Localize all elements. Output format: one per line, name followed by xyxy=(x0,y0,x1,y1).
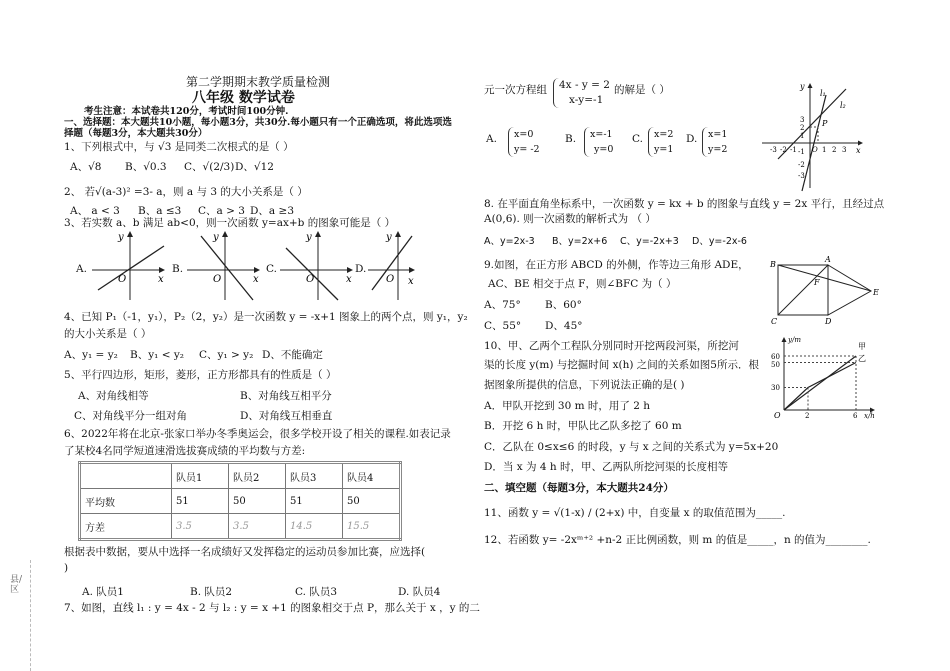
q9-point-a: A xyxy=(825,255,831,264)
table-cell: 50 xyxy=(229,489,286,514)
q5-option-a: A、对角线相等 xyxy=(78,390,149,402)
q6-option-c: C. 队员3 xyxy=(295,586,338,598)
q1-option-b: B、√0.3 xyxy=(125,161,167,173)
q7-graph-xtick: -3 xyxy=(770,146,777,154)
q7-graph-xtick: 3 xyxy=(842,146,847,154)
q4-option-b: B、y₁ < y₂ xyxy=(130,349,184,361)
q6-option-b: B. 队员2 xyxy=(190,586,233,598)
q7-stem-line1: 7、如图，直线 l₁ : y = 4x - 2 与 l₂ : y = x +1 的图象相交于点 P，那么关于 x ，y 的二 xyxy=(64,602,480,614)
q6-option-a: A. 队员1 xyxy=(82,586,124,598)
q5-option-d: D、对角线互相垂直 xyxy=(240,410,333,422)
q4-option-d: D、不能确定 xyxy=(262,349,323,361)
q8-line2: A(0,6). 则一次函数的解析式为 （ ） xyxy=(484,213,656,225)
q7-graph-ytick: -2 xyxy=(798,161,805,169)
q9-point-e: E xyxy=(873,288,879,297)
q7-stem-tail: 的解是（ ） xyxy=(614,84,670,96)
q10-graph-xlabel: x/h xyxy=(864,412,875,420)
table-cell: 方差 xyxy=(80,514,172,540)
q6-stem-line2: 了某校4名同学短道速滑选拔赛成绩的平均数与方差: xyxy=(64,445,306,457)
q7-option-c-label: C. xyxy=(632,133,643,145)
q2-option-b: B、a ≤3 xyxy=(138,205,182,217)
q3-graph-b xyxy=(187,232,259,300)
q9-point-b: B xyxy=(770,260,776,269)
q5-option-c: C、对角线平分一组对角 xyxy=(74,410,188,422)
table-cell: 51 xyxy=(286,489,343,514)
q3-c-y-label: y xyxy=(306,232,312,243)
q7-graph-ytick: 1 xyxy=(800,132,805,140)
table-row xyxy=(80,514,401,540)
exam-title: 第二学期期末教学质量检测 xyxy=(186,75,331,89)
q2-option-d: D、a ≥3 xyxy=(250,205,294,217)
binding-line xyxy=(30,560,31,671)
q7-b-y: y=0 xyxy=(594,144,614,155)
q6-after-line2: ) xyxy=(64,562,69,574)
q10-digging-graph xyxy=(770,334,880,420)
q9-option-b: B、60° xyxy=(545,299,582,311)
table-cell: 平均数 xyxy=(80,489,172,514)
q7-d-y: y=2 xyxy=(708,144,728,155)
q9-point-f: F xyxy=(814,278,820,287)
q7-graph-ytick: 3 xyxy=(800,116,805,124)
q7-a-y: y= -2 xyxy=(514,144,540,155)
q7-graph-ytick: 2 xyxy=(800,124,805,132)
table-row xyxy=(80,489,401,514)
q12-stem: 12、若函数 y= -2xᵐ⁺² +n-2 正比例函数，则 m 的值是_____，n 的值为________. xyxy=(484,534,871,546)
q7-graph-origin: O xyxy=(812,146,818,154)
q7-option-d-label: D. xyxy=(686,133,698,145)
q7-graph-l2: l₂ xyxy=(840,101,846,110)
q10-line3: 据图象所提供的信息，下列说法正确的是( ) xyxy=(484,379,685,391)
q3-d-x-label: x xyxy=(408,276,414,287)
q1-option-a: A、√8 xyxy=(70,161,102,173)
q3-d-y-label: y xyxy=(386,232,392,243)
q7-option-c xyxy=(648,127,673,157)
q9-point-c: C xyxy=(771,317,778,326)
q7-graph-xtick: -2 xyxy=(780,146,787,154)
q6-table-wrap xyxy=(78,461,402,541)
q7-graph-y: y xyxy=(800,82,805,91)
q3-b-origin: O xyxy=(213,274,222,285)
q7-graph-ytick: -3 xyxy=(798,172,805,180)
q7-line-graph xyxy=(756,80,868,192)
q10-line1: 10、甲、乙两个工程队分别同时开挖两段河渠，所挖河 xyxy=(484,340,739,352)
q7-system xyxy=(553,78,610,108)
q8-option-d: D、y=-2x-6 xyxy=(692,236,747,247)
q6-score-table xyxy=(78,461,402,541)
table-cell: 3.5 xyxy=(172,514,229,540)
q3-d-origin: O xyxy=(386,274,395,285)
q10-graph-ytick: 60 xyxy=(771,353,780,361)
table-header-cell: 队员2 xyxy=(229,463,286,489)
q7-stem-line2: 元一次方程组 xyxy=(484,84,547,96)
section1-heading: 一、选择题：本大题共10小题，每小题3分，共30分.每小题只有一个正确选项，将此选项选 xyxy=(64,117,452,128)
q10-graph-ylabel: y/m xyxy=(788,336,801,344)
q9-line2: AC、BE 相交于点 F，则∠BFC 为（ ） xyxy=(488,278,677,290)
q3-graph-c xyxy=(280,232,352,300)
q7-graph-l1: l₁ xyxy=(820,89,826,98)
q7-graph-ytick: -1 xyxy=(798,148,805,156)
q2-option-c: C、a > 3 xyxy=(198,205,245,217)
table-header-cell: 队员1 xyxy=(172,463,229,489)
q7-b-x: x=-1 xyxy=(590,129,613,140)
q7-option-a-label: A. xyxy=(486,133,497,145)
q2-option-a: A、 a < 3 xyxy=(70,205,120,217)
margin-district-label: 县/区 xyxy=(10,575,23,595)
q10-graph-ytick: 50 xyxy=(771,361,780,369)
q7-d-x: x=1 xyxy=(708,129,728,140)
table-cell: 3.5 xyxy=(229,514,286,540)
q7-graph-xtick: -1 xyxy=(790,146,797,154)
table-header-cell xyxy=(80,463,172,489)
q3-option-c: C. xyxy=(266,263,277,275)
q3-a-origin: O xyxy=(118,274,127,285)
q3-option-d: D. xyxy=(355,263,367,275)
q1-option-c: C、√(2/3) xyxy=(184,161,235,173)
q6-stem-line1: 6、2022年将在北京-张家口举办冬季奥运会，很多学校开设了相关的课程.如表记录 xyxy=(64,428,451,440)
q9-option-a: A、75° xyxy=(484,299,521,311)
q7-system-eq1: 4x - y = 2 xyxy=(559,79,610,91)
section2-heading: 二、填空题（每题3分，本大题共24分） xyxy=(484,482,674,494)
q8-option-b: B、y=2x+6 xyxy=(552,236,608,247)
q3-a-x-label: x xyxy=(158,274,164,285)
q3-graphs xyxy=(88,228,418,304)
table-cell: 14.5 xyxy=(286,514,343,540)
q3-b-x-label: x xyxy=(253,274,259,285)
q3-option-b: B. xyxy=(172,263,184,275)
q7-a-x: x=0 xyxy=(514,129,534,140)
section1-subheading: 择题（每题3分，本大题共30分） xyxy=(64,128,208,139)
q9-square-figure xyxy=(766,255,881,327)
table-header-cell: 队员3 xyxy=(286,463,343,489)
q11-stem: 11、函数 y = √(1-x) / (2+x) 中，自变量 x 的取值范围为_____. xyxy=(484,507,786,519)
q7-graph-p: P xyxy=(822,119,828,128)
q10-graph-xtick: 6 xyxy=(853,412,858,420)
q5-stem: 5、平行四边形，矩形，菱形，正方形都具有的性质是（ ） xyxy=(64,369,337,381)
q6-option-d: D. 队员4 xyxy=(398,586,441,598)
q3-graph-a xyxy=(92,232,164,300)
q6-after-line1: 根据表中数据，要从中选择一名成绩好又发挥稳定的运动员参加比赛，应选择( xyxy=(64,546,426,558)
q10-graph-xtick: 2 xyxy=(805,412,810,420)
table-cell: 50 xyxy=(343,489,401,514)
q2-stem: 2、 若√(a-3)² =3- a，则 a 与 3 的大小关系是（ ） xyxy=(64,186,308,198)
q10-graph-origin: O xyxy=(774,411,781,420)
q7-c-y: y=1 xyxy=(654,144,674,155)
q7-option-b xyxy=(584,127,613,157)
exam-notice: 考生注意：本试卷共120分，考试时间100分钟. xyxy=(84,106,289,117)
q9-point-d: D xyxy=(825,317,832,326)
q7-c-x: x=2 xyxy=(654,129,674,140)
q1-stem: 1、下列根式中，与 √3 是同类二次根式的是（ ） xyxy=(64,141,294,153)
q10-option-d: D．当 x 为 4 h 时，甲、乙两队所挖河渠的长度相等 xyxy=(484,461,728,473)
q4-stem-line1: 4、已知 P₁（-1，y₁），P₂（2，y₂）是一次函数 y = -x+1 图象上的两个点，则 y₁，y₂ xyxy=(64,311,468,323)
table-cell: 15.5 xyxy=(343,514,401,540)
q3-graph-d xyxy=(368,232,414,300)
q3-option-a: A. xyxy=(76,263,87,275)
q8-option-c: C、y=-2x+3 xyxy=(620,236,679,247)
q3-c-x-label: x xyxy=(346,274,352,285)
q9-option-d: D、45° xyxy=(545,320,583,332)
table-header-row xyxy=(80,463,401,489)
q8-line1: 8. 在平面直角坐标系中，一次函数 y = kx + b 的图象与直线 y = 2x 平行，且经过点 xyxy=(484,198,885,210)
q3-c-origin: O xyxy=(306,274,315,285)
q7-graph-x: x xyxy=(856,146,861,155)
q7-option-b-label: B. xyxy=(565,133,577,145)
q7-option-d xyxy=(702,127,727,157)
q4-option-a: A、y₁ = y₂ xyxy=(64,349,118,361)
q4-option-c: C、y₁ > y₂ xyxy=(199,349,254,361)
q8-option-a: A、y=2x-3 xyxy=(484,236,535,247)
q10-graph-yi: 乙 xyxy=(858,354,866,363)
q1-option-d: D、√12 xyxy=(235,161,274,173)
table-header-cell: 队员4 xyxy=(343,463,401,489)
q3-b-y-label: y xyxy=(213,232,219,243)
q7-graph-xtick: 1 xyxy=(822,146,827,154)
q3-stem: 3、若实数 a、b 满足 ab<0，则一次函数 y=ax+b 的图象可能是（ ） xyxy=(64,217,396,229)
q7-system-eq2: x-y=-1 xyxy=(569,94,604,106)
q10-option-c: C．乙队在 0≤x≤6 的时段，y 与 x 之间的关系式为 y=5x+20 xyxy=(484,441,779,453)
q10-option-b: B．开挖 6 h 时，甲队比乙队多挖了 60 m xyxy=(484,420,682,432)
q4-stem-line2: 的大小关系是（ ） xyxy=(64,328,152,340)
q3-a-y-label: y xyxy=(118,232,124,243)
q7-graph-xtick: 2 xyxy=(832,146,837,154)
q10-graph-jia: 甲 xyxy=(858,342,866,351)
q10-line2: 渠的长度 y(m) 与挖掘时间 x(h) 之间的关系如图5所示．根 xyxy=(484,359,759,371)
q9-line1: 9.如图，在正方形 ABCD 的外侧，作等边三角形 ADE， xyxy=(484,259,749,271)
q7-option-a xyxy=(508,127,540,157)
q5-option-b: B、对角线互相平分 xyxy=(240,390,332,402)
table-cell: 51 xyxy=(172,489,229,514)
grade-title: 八年级 数学试卷 xyxy=(192,90,295,106)
q10-option-a: A．甲队开挖到 30 m 时，用了 2 h xyxy=(484,400,651,412)
q10-graph-ytick: 30 xyxy=(771,384,780,392)
q9-option-c: C、55° xyxy=(484,320,522,332)
